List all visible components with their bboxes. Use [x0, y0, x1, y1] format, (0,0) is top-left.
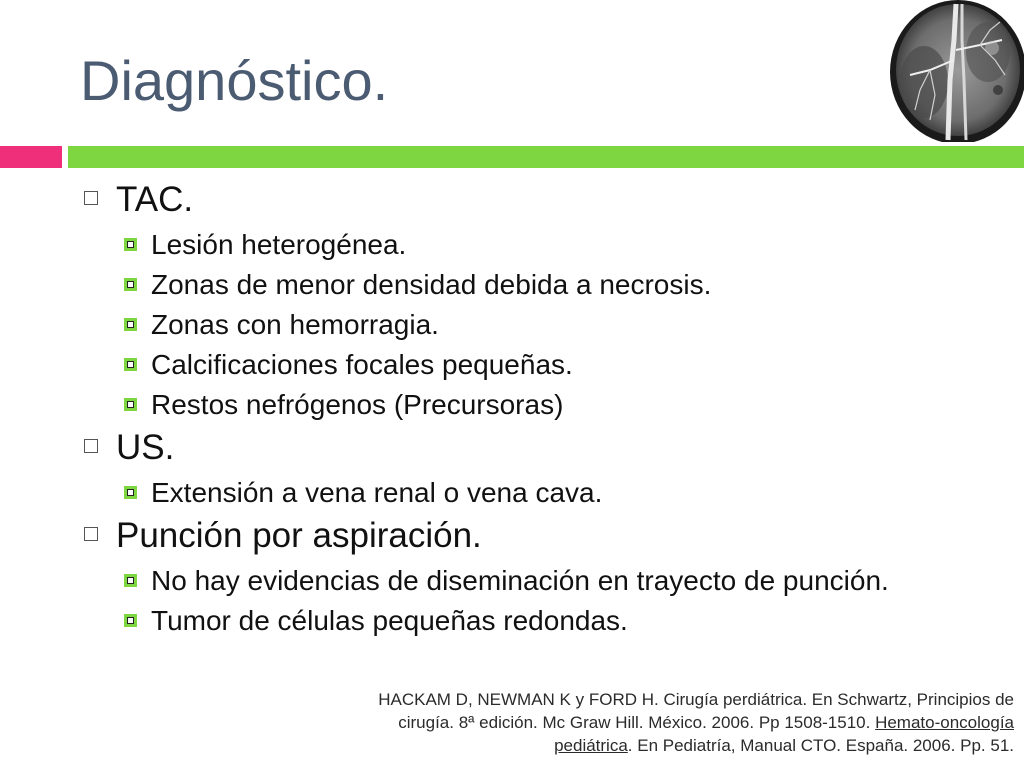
green-square-bullet-icon	[124, 486, 137, 499]
bullet-item-us	[80, 428, 1010, 468]
green-square-bullet-icon	[124, 238, 137, 251]
sub-bullet-label: No hay evidencias de diseminación en trayecto de punción.	[151, 565, 889, 596]
sub-bullet-label: Zonas de menor densidad debida a necrosis.	[151, 269, 712, 300]
sub-bullet-label: Tumor de células pequeñas redondas.	[151, 605, 628, 636]
sub-bullet-item	[80, 605, 1010, 636]
bullet-label: TAC.	[116, 180, 194, 219]
reference-link[interactable]: Hemato-oncología pediátrica	[554, 713, 1014, 755]
xray-angiography-image	[890, 0, 1024, 142]
green-square-bullet-icon	[124, 574, 137, 587]
square-bullet-icon	[84, 191, 98, 205]
sub-bullet-label: Lesión heterogénea.	[151, 229, 407, 260]
sub-bullet-item	[80, 269, 1010, 300]
green-square-bullet-icon	[124, 358, 137, 371]
sub-bullet-label: Calcificaciones focales pequeñas.	[151, 349, 573, 380]
reference-citation	[364, 688, 1014, 757]
bullet-label: Punción por aspiración.	[116, 516, 482, 555]
sub-bullet-label: Restos nefrógenos (Precursoras)	[151, 389, 564, 420]
sub-bullet-item	[80, 389, 1010, 420]
bullet-label: US.	[116, 428, 175, 467]
sub-bullet-item	[80, 229, 1010, 260]
reference-text: HACKAM D, NEWMAN K y FORD H. Cirugía perdiátrica. En Schwartz, Principios de cirugía. 8ª edición. Mc Graw Hill. México. 2006. Pp 1508-1510.	[378, 690, 1014, 732]
sub-bullet-label: Zonas con hemorragia.	[151, 309, 439, 340]
green-square-bullet-icon	[124, 614, 137, 627]
slide-title: Diagnóstico.	[80, 49, 389, 112]
sub-bullet-item	[80, 309, 1010, 340]
bullet-list	[80, 172, 1010, 636]
sub-bullet-item	[80, 349, 1010, 380]
accent-bar-pink	[0, 146, 62, 168]
accent-bar-green	[68, 146, 1024, 168]
square-bullet-icon	[84, 527, 98, 541]
sub-bullet-item	[80, 565, 1010, 596]
sub-bullet-item	[80, 477, 1010, 508]
bullet-item-puncion	[80, 516, 1010, 556]
square-bullet-icon	[84, 439, 98, 453]
green-square-bullet-icon	[124, 318, 137, 331]
green-square-bullet-icon	[124, 398, 137, 411]
reference-text-end: . En Pediatría, Manual CTO. España. 2006. Pp. 51.	[627, 736, 1014, 755]
bullet-item-tac	[80, 180, 1010, 220]
sub-bullet-label: Extensión a vena renal o vena cava.	[151, 477, 603, 508]
green-square-bullet-icon	[124, 278, 137, 291]
